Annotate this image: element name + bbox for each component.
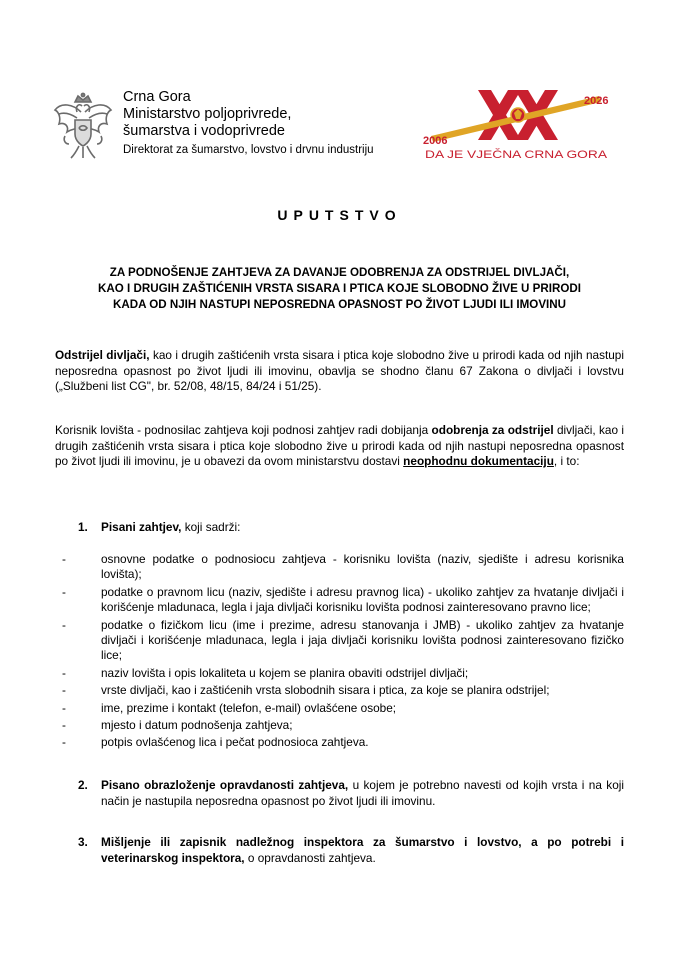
subtitle-line: KADA OD NJIH NASTUPI NEPOSREDNA OPASNOST PO ŽIVOT LJUDI ILI IMOVINU xyxy=(112,298,567,311)
item-text: o opravdanosti zahtjeva. xyxy=(244,850,376,865)
bullet-text: vrste divljači, kao i zaštićenih vrsta slobodnih sisara i ptica, za koje se planira odstrijel; xyxy=(101,683,550,698)
anniversary-year-end: 2026 xyxy=(584,95,609,107)
country-name: Crna Gora xyxy=(123,89,191,105)
subtitle-line: ZA PODNOŠENJE ZAHTJEVA ZA DAVANJE ODOBRENJA ZA ODSTRIJEL DIVLJAČI, xyxy=(109,266,570,279)
anniversary-year-start: 2006 xyxy=(423,135,448,147)
document-subtitle xyxy=(55,265,624,313)
item-text: u kojem je potrebno navesti od kojih vrsta i na koji način je nastupila neposredna opasnost po život ljudi ili imovinu. xyxy=(101,778,624,808)
item-number: 1. xyxy=(78,520,88,534)
bullet-text: podatke o pravnom licu (naziv, sjedište i adresu pravnog lica) - ukoliko zahtjev za hvatanje divljači i korišćenje mladunaca, legla i jaja divljači korisniku lovišta podnosi zainteresovano pravno lice; xyxy=(101,584,624,615)
bullet-text: podatke o fizičkom licu (ime i prezime, adresu stanovanja i JMB) - ukoliko zahtjev za hvatanje divljači i korišćenje mladunaca, legla i jaja divljači korisniku lovišta podnosi zainteresovano fizičko lice; xyxy=(101,617,624,663)
bullet-text: osnovne podatke o podnosiocu zahtjeva - korisniku lovišta (naziv, sjedište i adresu korisnika lovišta); xyxy=(101,552,624,582)
list-item xyxy=(62,618,624,664)
bullet-dash: - xyxy=(62,718,66,733)
subtitle-line: KAO I DRUGIH ZAŠTIĆENIH VRSTA SISARA I PTICA KOJE SLOBODNO ŽIVE U PRIRODI xyxy=(98,282,581,295)
list-item xyxy=(62,666,624,681)
bullet-list xyxy=(62,552,624,753)
numbered-item-1 xyxy=(78,520,624,536)
item-bold: Pisani zahtjev, xyxy=(101,520,182,534)
bullet-text: naziv lovišta i opis lokaliteta u kojem se planira obaviti odstrijel divljači; xyxy=(101,665,469,680)
document-title: UPUTSTVO xyxy=(277,207,402,223)
bullet-dash: - xyxy=(62,735,66,750)
bullet-dash: - xyxy=(62,617,66,632)
bullet-text: potpis ovlašćenog lica i pečat podnosioca zahtjeva. xyxy=(101,735,369,750)
xx-mark-icon xyxy=(431,90,601,142)
item-bold: Mišljenje ili zapisnik nadležnog inspektora za šumarstvo i lovstvo, a po potrebi i veterinarskog inspektora, xyxy=(101,835,624,865)
directorate-name: Direktorat za šumarstvo, lovstvo i drvnu industriju xyxy=(123,144,374,156)
intro-bold: Odstrijel divljači, xyxy=(55,348,150,362)
bullet-text: ime, prezime i kontakt (telefon, e-mail) ovlašćene osobe; xyxy=(101,700,397,715)
bullet-dash: - xyxy=(62,683,66,698)
intro-text: kao i drugih zaštićenih vrsta sisara i ptica koje slobodno žive u prirodi kada od njih nastupi neposredna opasnost po život ljudi ili imovinu, obavlja se shodno članu 67 Zakona o divljači i lovstvu („Službeni list CG", br. 52/08, 48/15, 84/24 i 51/25). xyxy=(55,348,624,393)
item-bold: Pisano obrazloženje opravdanosti zahtjeva, xyxy=(101,778,349,792)
list-item xyxy=(62,701,624,716)
req-bold-2: neophodnu dokumentaciju xyxy=(403,454,554,468)
req-text-2: divljači, kao i drugih zaštićenih vrsta sisara i ptica koje slobodno žive u prirodi kada od njih nastupi neposredna opasnost po život ljudi ili imovinu, je u obavezi da ovom ministarstvu dostavi xyxy=(55,423,624,468)
list-item xyxy=(62,683,624,698)
list-item xyxy=(62,552,624,583)
numbered-item-3 xyxy=(78,835,624,866)
ministry-header xyxy=(123,89,374,159)
bullet-dash: - xyxy=(62,700,66,715)
list-item xyxy=(62,718,624,733)
req-text-3: , i to: xyxy=(553,454,580,468)
bullet-dash: - xyxy=(62,665,66,680)
list-item xyxy=(62,585,624,616)
bullet-dash: - xyxy=(62,584,66,599)
anniversary-logo xyxy=(423,88,613,162)
req-bold-1: odobrenja za odstrijel xyxy=(431,423,554,437)
requirements-paragraph xyxy=(55,423,624,470)
bullet-text: mjesto i datum podnošenja zahtjeva; xyxy=(101,718,293,733)
item-text: koji sadrži: xyxy=(181,520,241,534)
item-number: 2. xyxy=(78,778,88,792)
intro-paragraph xyxy=(55,348,624,395)
item-number: 3. xyxy=(78,835,88,849)
anniversary-slogan: DA JE VJEČNA CRNA GORA xyxy=(425,149,571,161)
coat-of-arms-icon xyxy=(53,92,113,162)
bullet-dash: - xyxy=(62,552,66,566)
numbered-item-2 xyxy=(78,778,624,809)
list-item xyxy=(62,735,624,750)
ministry-name-line2: šumarstva i vodoprivrede xyxy=(123,123,285,139)
req-text-1: Korisnik lovišta - podnosilac zahtjeva koji podnosi zahtjev radi dobijanja xyxy=(55,423,432,437)
ministry-name-line1: Ministarstvo poljoprivrede, xyxy=(123,106,292,122)
